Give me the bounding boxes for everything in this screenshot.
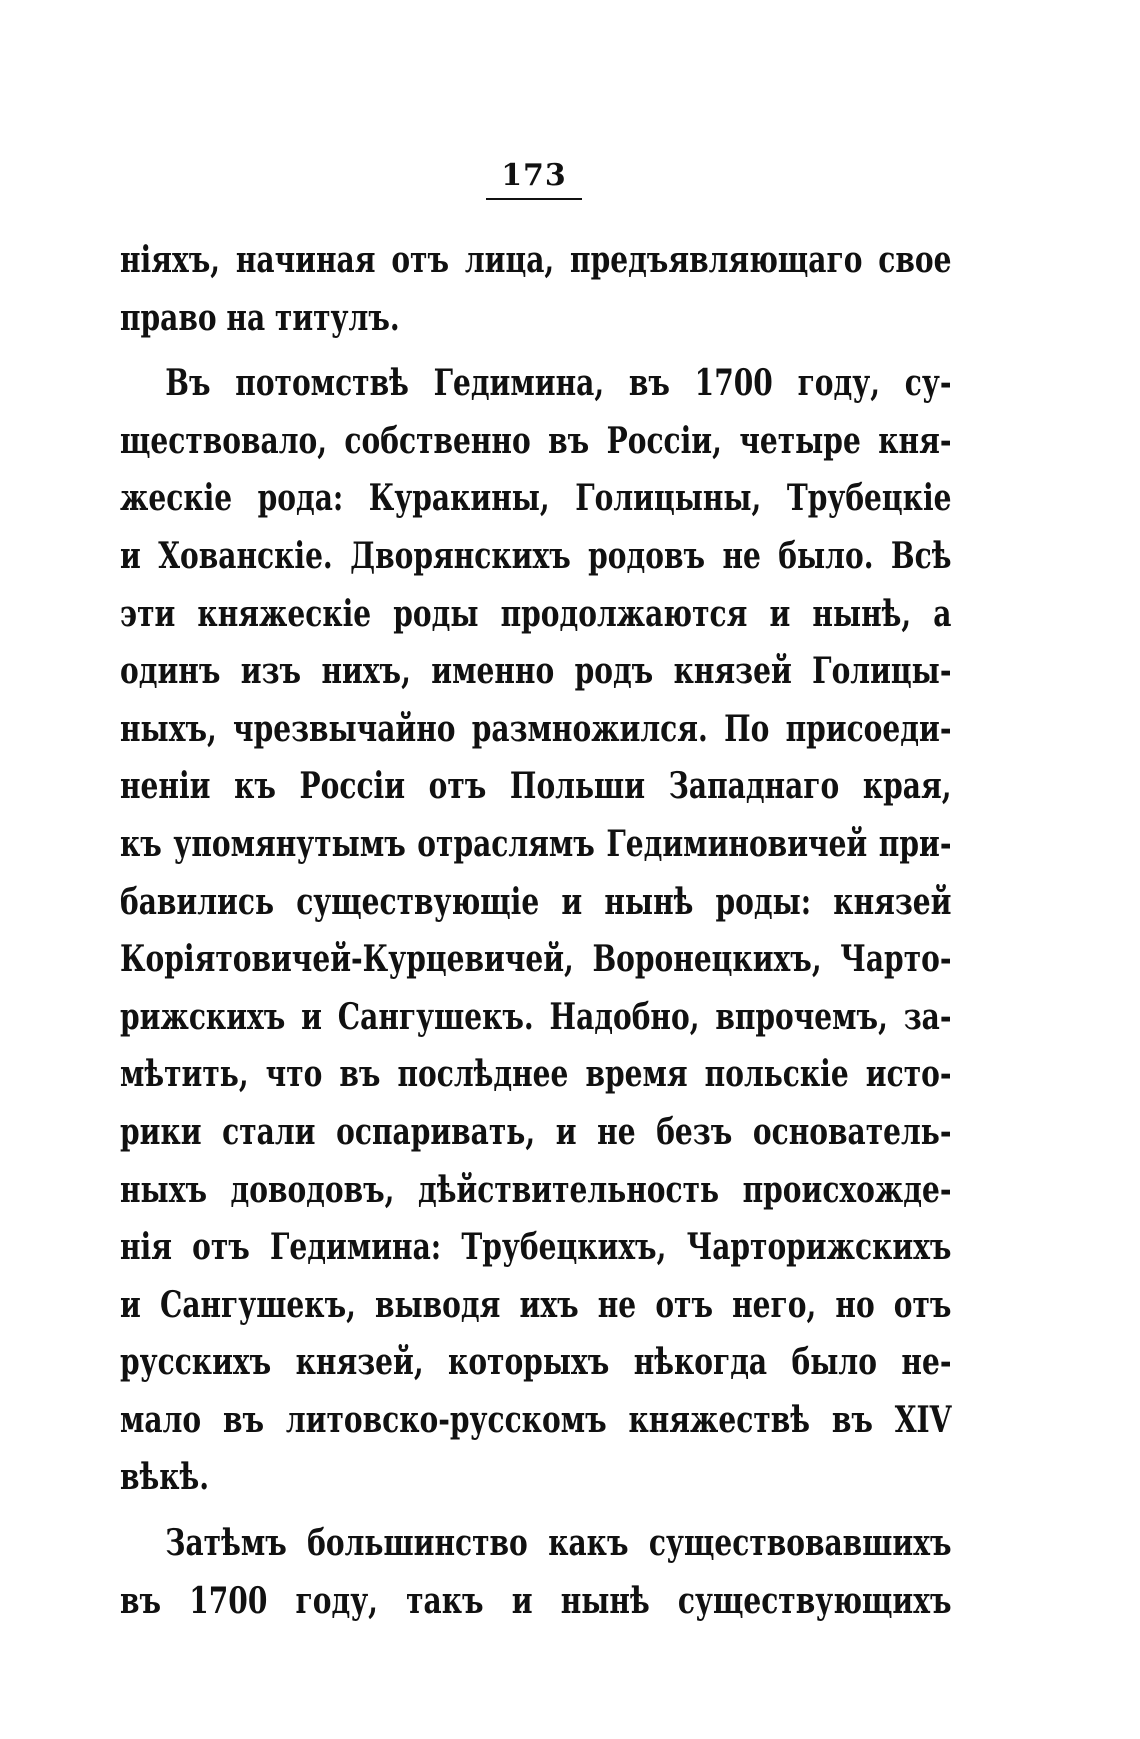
text-line: вѣкѣ. <box>120 1456 210 1499</box>
paragraph-gap <box>120 1507 952 1515</box>
paragraph <box>120 355 952 1507</box>
text-line: неніи къ Россіи отъ Польши Западнаго края, <box>120 765 952 808</box>
text-line: Въ потомствѣ Гедимина, въ 1700 году, су- <box>165 362 952 405</box>
text-line: Коріятовичей-Курцевичей, Воронецкихъ, Чарто- <box>120 938 952 981</box>
paragraph <box>120 1515 952 1630</box>
text-line: мало въ литовско-русскомъ княжествѣ въ XIV <box>120 1398 952 1441</box>
text-line: эти княжескіе роды продолжаются и нынѣ, а <box>120 592 952 635</box>
text-line: и Хованскіе. Дворянскихъ родовъ не было. Всѣ <box>120 534 952 577</box>
text-line: ществовало, собственно въ Россіи, четыре кня- <box>120 419 952 462</box>
text-line: русскихъ князей, которыхъ нѣкогда было не- <box>120 1341 952 1384</box>
text-line: одинъ изъ нихъ, именно родъ князей Голицы- <box>120 650 952 693</box>
text-line: къ упомянутымъ отраслямъ Гедиминовичей при- <box>120 822 952 865</box>
text-line: бавились существующіе и нынѣ роды: князей <box>120 880 952 923</box>
text-line: мѣтить, что въ послѣднее время польскіе исто- <box>120 1053 952 1096</box>
paragraph <box>120 232 952 347</box>
text-line: ныхъ доводовъ, дѣйствительность происхожде- <box>120 1168 952 1211</box>
page-number-rule <box>486 198 582 200</box>
text-line: рижскихъ и Сангушекъ. Надобно, впрочемъ, за- <box>120 995 952 1038</box>
text-line: и Сангушекъ, выводя ихъ не отъ него, но отъ <box>120 1283 952 1326</box>
text-line: въ 1700 году, такъ и нынѣ существующихъ <box>120 1579 952 1622</box>
paragraph-gap <box>120 347 952 355</box>
text-line: ныхъ, чрезвычайно размножился. По присоеди- <box>120 707 952 750</box>
body-text <box>120 232 952 1630</box>
text-line: ніяхъ, начиная отъ лица, предъявляющаго свое <box>120 239 952 281</box>
text-line: рики стали оспаривать, и не безъ основатель- <box>120 1110 952 1153</box>
text-line: нія отъ Гедимина: Трубецкихъ, Чарторижскихъ <box>120 1226 952 1269</box>
text-line: жескіе рода: Куракины, Голицыны, Трубецкіе <box>120 477 952 520</box>
page-number: 173 <box>501 158 567 193</box>
text-line: Затѣмъ большинство какъ существовавшихъ <box>165 1522 952 1565</box>
text-line: право на титулъ. <box>120 296 400 339</box>
